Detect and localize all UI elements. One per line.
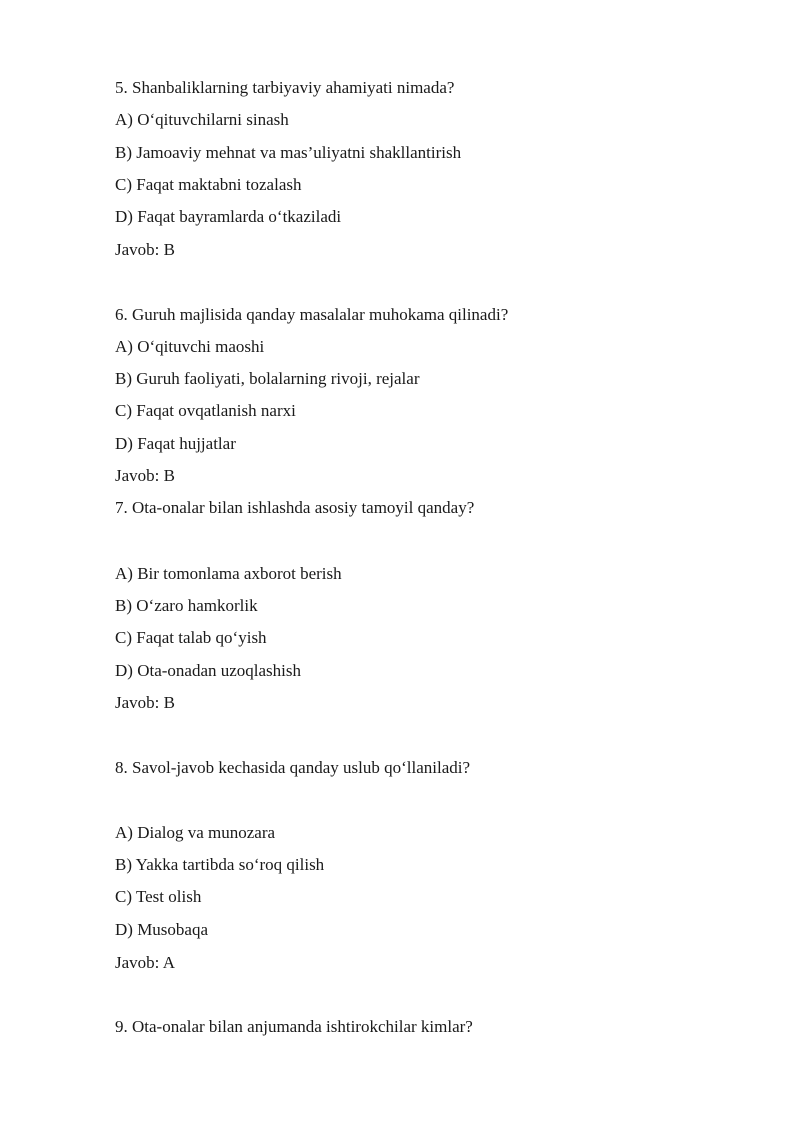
question-6-option-a: A) O‘qituvchi maoshi (115, 337, 265, 356)
question-8-option-c: C) Test olish (115, 887, 202, 906)
question-8-option-a: A) Dialog va munozara (115, 823, 276, 842)
question-8-answer: Javob: A (115, 953, 175, 972)
question-6-option-d: D) Faqat hujjatlar (115, 434, 236, 453)
question-6-option-c: C) Faqat ovqatlanish narxi (115, 401, 296, 420)
question-6: 6. Guruh majlisida qanday masalalar muhokama qilinadi? (115, 305, 509, 324)
question-7-answer: Javob: B (115, 693, 175, 712)
question-5: 5. Shanbaliklarning tarbiyaviy ahamiyati nimada? (115, 78, 455, 97)
question-9: 9. Ota-onalar bilan anjumanda ishtirokchilar kimlar? (115, 1017, 473, 1036)
question-7: 7. Ota-onalar bilan ishlashda asosiy tamoyil qanday? (115, 498, 475, 517)
question-7-option-d: D) Ota-onadan uzoqlashish (115, 661, 302, 680)
question-5-option-d: D) Faqat bayramlarda o‘tkaziladi (115, 207, 342, 226)
question-8: 8. Savol-javob kechasida qanday uslub qo‘llaniladi? (115, 758, 471, 777)
question-7-option-c: C) Faqat talab qo‘yish (115, 628, 267, 647)
question-5-option-a: A) O‘qituvchilarni sinash (115, 110, 289, 129)
question-8-option-b: B) Yakka tartibda so‘roq qilish (115, 855, 325, 874)
question-7-option-b: B) O‘zaro hamkorlik (115, 596, 258, 615)
question-6-answer: Javob: B (115, 466, 175, 485)
question-5-answer: Javob: B (115, 240, 175, 259)
question-5-option-b: B) Jamoaviy mehnat va mas’uliyatni shakllantirish (115, 143, 462, 162)
question-6-option-b: B) Guruh faoliyati, bolalarning rivoji, rejalar (115, 369, 420, 388)
question-5-option-c: C) Faqat maktabni tozalash (115, 175, 302, 194)
question-8-option-d: D) Musobaqa (115, 920, 209, 939)
question-7-option-a: A) Bir tomonlama axborot berish (115, 564, 342, 583)
